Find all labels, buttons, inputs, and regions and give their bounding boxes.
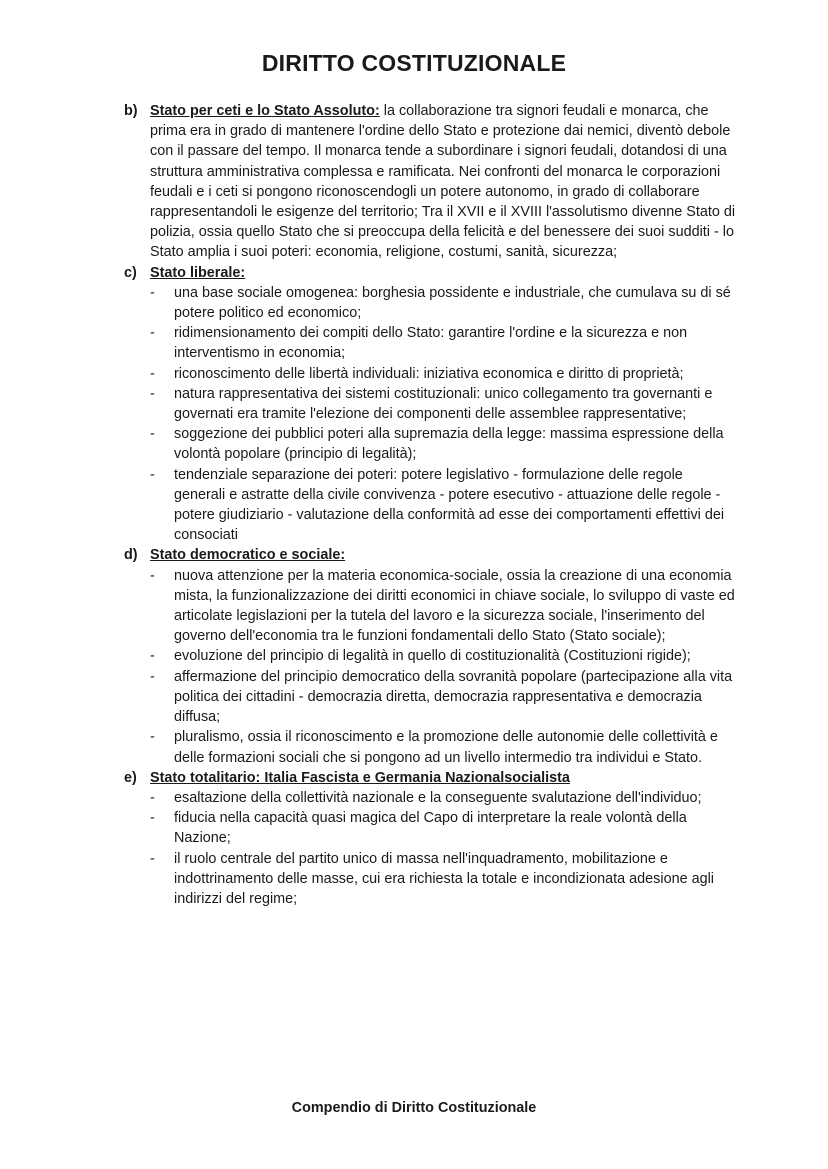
section-title: Stato per ceti e lo Stato Assoluto: [150,103,380,119]
section-marker: c) [124,264,137,281]
dash-bullet: - [150,284,155,301]
list-item-text: esaltazione della collettività nazionale e la conseguente svalutazione dell'individuo; [174,789,702,806]
section-c-list [124,283,736,546]
dash-bullet: - [150,466,155,483]
list-item-text: pluralismo, ossia il riconoscimento e la promozione delle autonomie delle collettività e delle formazioni sociali che si pongono ad un livello intermedio tra individui e Stato. [174,729,718,766]
list-item-text: natura rappresentativa dei sistemi costituzionali: unico collegamento tra governanti e governati era tramite l'elezione dei componenti delle assemblee rappresentative; [174,385,713,423]
section-title: Stato liberale: [150,264,246,281]
section-d [124,545,736,565]
section-marker: e) [124,769,137,786]
dash-bullet: - [150,850,155,867]
list-item-text: tendenziale separazione dei poteri: potere legislativo - formulazione delle regole generali e astratte della civile convivenza - potere esecutivo - attuazione delle regole - potere giudiziario - valutazione della conformità ad esse dei comportamenti effettivi dei consociati [174,466,725,544]
list-item [124,566,736,647]
section-d-list [124,566,736,768]
dash-bullet: - [150,325,155,342]
list-item-text: fiducia nella capacità quasi magica del Capo di interpretare la reale volontà della Nazione; [174,810,687,847]
list-item [124,646,736,666]
list-item [124,323,736,363]
dash-bullet: - [150,810,155,827]
list-item-text: riconoscimento delle libertà individuali: iniziativa economica e diritto di proprietà; [174,365,684,382]
list-item [124,808,736,848]
list-item [124,667,736,728]
section-marker: b) [124,103,138,119]
list-item [124,364,736,384]
dash-bullet: - [150,729,155,746]
list-item [124,849,736,910]
section-title: Stato democratico e sociale: [150,547,346,564]
section-e [124,768,736,788]
section-marker: d) [124,547,138,564]
list-item [124,465,736,546]
list-item-text: affermazione del principio democratico della sovranità popolare (partecipazione alla vita politica dei cittadini - democrazia diretta, democrazia rappresentativa e democrazia diffusa; [174,668,733,726]
list-item [124,788,736,808]
dash-bullet: - [150,668,155,685]
section-c [124,263,736,283]
dash-bullet: - [150,789,155,806]
list-item-text: ridimensionamento dei compiti dello Stato: garantire l'ordine e la sicurezza e non interventismo in economia; [174,325,688,362]
dash-bullet: - [150,426,155,443]
list-item-text: nuova attenzione per la materia economica-sociale, ossia la creazione di una economia mista, la funzionalizzazione dei diritti economici in chiave sociale, lo sviluppo di vaste ed articolate legislazioni per la tutela del lavoro e la sicurezza sociale, l'inserimento del governo dell'economia tra le funzioni fondamentali dello Stato (Stato sociale); [174,567,735,645]
page-footer: Compendio di Diritto Costituzionale [291,1100,537,1116]
list-item [124,283,736,323]
list-item-text: il ruolo centrale del partito unico di massa nell'inquadramento, mobilitazione e indottrinamento delle masse, cui era richiesta la totale e incondizionata adesione agli indirizzi del regime; [174,850,714,907]
list-item-text: soggezione dei pubblici poteri alla supremazia della legge: massima espressione della volontà popolare (principio di legalità); [174,426,724,463]
list-item-text: una base sociale omogenea: borghesia possidente e industriale, che cumulava su di sé potere politico ed economico; [174,284,731,322]
section-e-list [124,788,736,909]
list-item-text: evoluzione del principio di legalità in quello di costituzionalità (Costituzioni rigide); [174,648,691,665]
page-title: DIRITTO COSTITUZIONALE [261,50,567,76]
section-b [124,101,736,263]
section-text: la collaborazione tra signori feudali e monarca, che prima era in grado di mantenere l'ordine dello Stato e protezione dai nemici, diventò debole con il passare del tempo. Il monarca tende a subordinare i signori feudali, dotandosi di una struttura amministrativa complessa e ramificata. Nei confronti del monarca le corporazioni feudali e i ceti si pongono riconoscendogli un potere autonomo, in grado di collaborare rappresentandoli le esigenze del territorio; Tra il XVII e il XVIII l'assolutismo divenne Stato di polizia, ossia quello Stato che si preoccupa della felicità e del benessere dei suoi sudditi - lo Stato amplia i suoi poteri: economia, religione, costumi, sanità, sicurezza; [150,103,736,261]
dash-bullet: - [150,365,155,382]
list-item [124,384,736,424]
document-body [124,101,736,909]
section-title: Stato totalitario: Italia Fascista e Germania Nazionalsocialista [150,769,570,786]
dash-bullet: - [150,648,155,665]
dash-bullet: - [150,567,155,584]
list-item [124,424,736,464]
list-item [124,727,736,767]
dash-bullet: - [150,385,155,402]
